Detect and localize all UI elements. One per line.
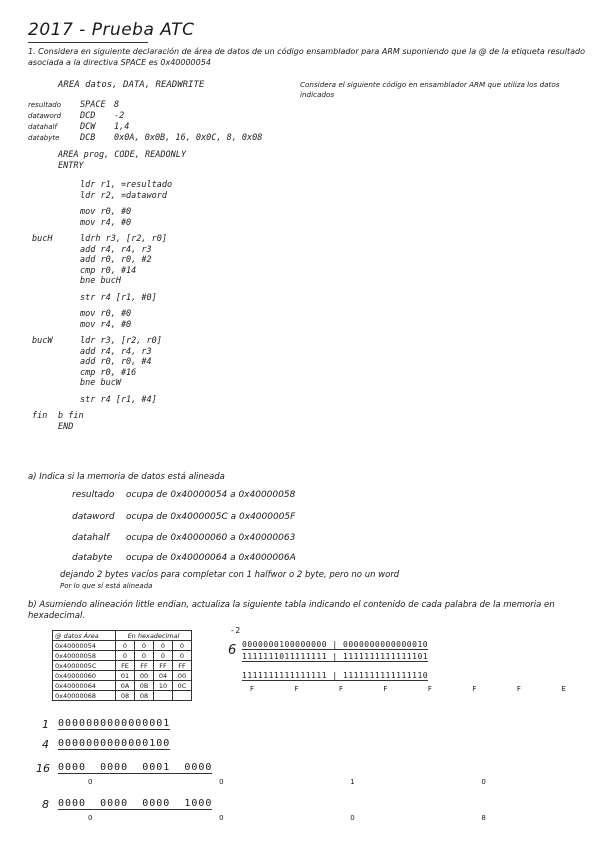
table-cell-byte: 0 bbox=[135, 641, 154, 651]
table-cell-byte: 0 bbox=[116, 641, 135, 651]
question-b: b) Asumiendo alineación little endian, actualiza la siguiente tabla indicando el contenido de cada palabra de la memoria en hexadecimal. bbox=[28, 600, 555, 621]
table-cell-address: 0x40000064 bbox=[53, 681, 116, 691]
binary-number-label: 16 bbox=[36, 762, 50, 775]
code-line: add r4, r4, r3 bbox=[80, 244, 152, 255]
table-cell-byte: 0 bbox=[135, 651, 154, 661]
code-line: ldrh r3, [r2, r0] bbox=[80, 234, 167, 244]
code-line: add r0, r0, #2 bbox=[80, 255, 152, 265]
code-line: END bbox=[58, 421, 74, 432]
table-header: En hexadecimal bbox=[116, 631, 192, 641]
code-line: str r4 [r1, #0] bbox=[80, 292, 157, 303]
prog-area-header: AREA prog, CODE, READONLY bbox=[58, 150, 186, 160]
data-operand: -2 bbox=[114, 111, 125, 121]
memory-label: resultado bbox=[72, 490, 115, 500]
code-line: mov r4, #0 bbox=[80, 217, 132, 228]
table-row bbox=[53, 641, 192, 651]
table-header-row bbox=[53, 631, 192, 641]
memory-label: datahalf bbox=[72, 533, 110, 543]
exercise-intro: 1. Considera en siguiente declaración de área de datos de un código ensamblador para ARM suponiendo que la @ de la etiqueta resultado asociada a la directiva SPACE es 0x40000054 bbox=[28, 47, 586, 67]
data-directive: DCD bbox=[80, 111, 96, 121]
binary-hex-digits: 0 0 1 0 bbox=[88, 778, 486, 786]
data-operand: 0x0A, 0x0B, 16, 0x0C, 8, 0x08 bbox=[114, 133, 263, 143]
neg2-six: 6 bbox=[228, 643, 237, 658]
table-cell-byte: 01 bbox=[116, 671, 135, 681]
memory-range: ocupa de 0x40000060 a 0x40000063 bbox=[126, 533, 296, 543]
table-cell-address: 0x40000068 bbox=[53, 691, 116, 701]
binary-digits: 0000000000000001 bbox=[58, 718, 171, 729]
memory-range: ocupa de 0x40000064 a 0x4000006A bbox=[126, 553, 296, 563]
table-cell-byte: 0 bbox=[154, 651, 173, 661]
memory-label: databyte bbox=[72, 553, 113, 563]
table-cell-byte: 10 bbox=[154, 681, 173, 691]
table-row bbox=[53, 671, 192, 681]
binary-number-label: 1 bbox=[42, 718, 49, 731]
code-label: bucW bbox=[32, 336, 53, 346]
title-underline bbox=[28, 42, 148, 43]
memory-range: ocupa de 0x4000005C a 0x4000005F bbox=[126, 512, 296, 522]
table-cell-byte: 08 bbox=[135, 691, 154, 701]
table-row bbox=[53, 651, 192, 661]
neg2-row1: 0000000100000000 | 0000000000000010 bbox=[242, 640, 429, 649]
table-row bbox=[53, 681, 192, 691]
table-cell-address: 0x40000058 bbox=[53, 651, 116, 661]
code-line: mov r0, #0 bbox=[80, 309, 132, 319]
binary-number-label: 8 bbox=[42, 798, 49, 811]
table-cell-byte: 0A bbox=[116, 681, 135, 691]
code-line: ldr r2, =dataword bbox=[80, 190, 167, 201]
binary-number-label: 4 bbox=[42, 738, 49, 751]
table-cell-byte bbox=[154, 691, 173, 701]
binary-digits: 0000000000000100 bbox=[58, 738, 171, 749]
code-line: add r4, r4, r3 bbox=[80, 346, 152, 357]
table-cell-byte: 00 bbox=[135, 671, 154, 681]
binary-hex-digits: 0 0 0 8 bbox=[88, 814, 486, 822]
table-row bbox=[53, 661, 192, 671]
table-cell-byte: 00 bbox=[173, 671, 192, 681]
code-line: mov r0, #0 bbox=[80, 207, 132, 217]
binary-digits: 0000 0000 0001 0000 bbox=[58, 762, 213, 773]
binary-digits: 0000 0000 0000 1000 bbox=[58, 798, 213, 809]
table-cell-byte: 0C bbox=[173, 681, 192, 691]
table-cell-byte: FF bbox=[135, 661, 154, 671]
side-note: Considera el siguiente código en ensamblador ARM que utiliza los datos indicados bbox=[300, 80, 560, 99]
table-cell-byte: 08 bbox=[116, 691, 135, 701]
code-line: mov r4, #0 bbox=[80, 319, 132, 330]
table-header: @ datos Área bbox=[53, 631, 116, 641]
table-cell-byte: 0 bbox=[154, 641, 173, 651]
data-label: dataword bbox=[28, 112, 62, 120]
data-area-header: AREA datos, DATA, READWRITE bbox=[58, 80, 205, 90]
prog-entry: ENTRY bbox=[58, 161, 84, 171]
neg2-row3: 1111111111111111 | 1111111111111110 bbox=[242, 671, 429, 680]
data-label: datahalf bbox=[28, 123, 57, 131]
neg2-label: -2 bbox=[230, 626, 241, 635]
table-row bbox=[53, 691, 192, 701]
neg2-hex: F F F F F F F E bbox=[250, 685, 566, 693]
code-line: ldr r3, [r2, r0] bbox=[80, 336, 162, 346]
code-label: bucH bbox=[32, 234, 53, 244]
table-cell-byte: 0 bbox=[116, 651, 135, 661]
data-directive: DCW bbox=[80, 122, 96, 132]
data-label: resultado bbox=[28, 101, 61, 109]
code-line: ldr r1, =resultado bbox=[80, 180, 173, 190]
data-operand: 8 bbox=[114, 100, 120, 110]
table-cell-byte bbox=[173, 691, 192, 701]
table-cell-byte: 0B bbox=[135, 681, 154, 691]
table-cell-byte: FF bbox=[173, 661, 192, 671]
memory-label: dataword bbox=[72, 512, 115, 522]
table-cell-byte: FE bbox=[116, 661, 135, 671]
code-line: bne bucW bbox=[80, 378, 121, 388]
table-cell-byte: 04 bbox=[154, 671, 173, 681]
data-directive: SPACE bbox=[80, 100, 106, 110]
answer-a: dejando 2 bytes vacíos para completar con 1 halfwor o 2 byte, pero no un word bbox=[60, 570, 400, 580]
table-cell-byte: FF bbox=[154, 661, 173, 671]
data-operand: 1,4 bbox=[114, 122, 130, 132]
data-label: databyte bbox=[28, 134, 60, 142]
page-title: 2017 - Prueba ATC bbox=[28, 20, 195, 40]
neg2-row2: 1111111011111111 | 1111111111111101 bbox=[242, 652, 429, 661]
code-line: cmp r0, #14 bbox=[80, 265, 137, 276]
code-line: str r4 [r1, #4] bbox=[80, 394, 157, 405]
table-cell-byte: 0 bbox=[173, 641, 192, 651]
code-line: cmp r0, #16 bbox=[80, 367, 137, 378]
data-directive: DCB bbox=[80, 133, 96, 143]
code-line: bne bucH bbox=[80, 276, 121, 286]
memory-range: ocupa de 0x40000054 a 0x40000058 bbox=[126, 490, 296, 500]
code-label: fin bbox=[32, 411, 48, 421]
code-line: add r0, r0, #4 bbox=[80, 357, 152, 367]
table-cell-byte: 0 bbox=[173, 651, 192, 661]
table-cell-address: 0x4000005C bbox=[53, 661, 116, 671]
code-line: b fin bbox=[58, 411, 84, 421]
answer-a-note: Por lo que sí está alineada bbox=[60, 582, 153, 590]
table-cell-address: 0x40000054 bbox=[53, 641, 116, 651]
table-cell-address: 0x40000060 bbox=[53, 671, 116, 681]
memory-table bbox=[52, 630, 192, 701]
question-a: a) Indica si la memoria de datos está alineada bbox=[28, 472, 225, 482]
